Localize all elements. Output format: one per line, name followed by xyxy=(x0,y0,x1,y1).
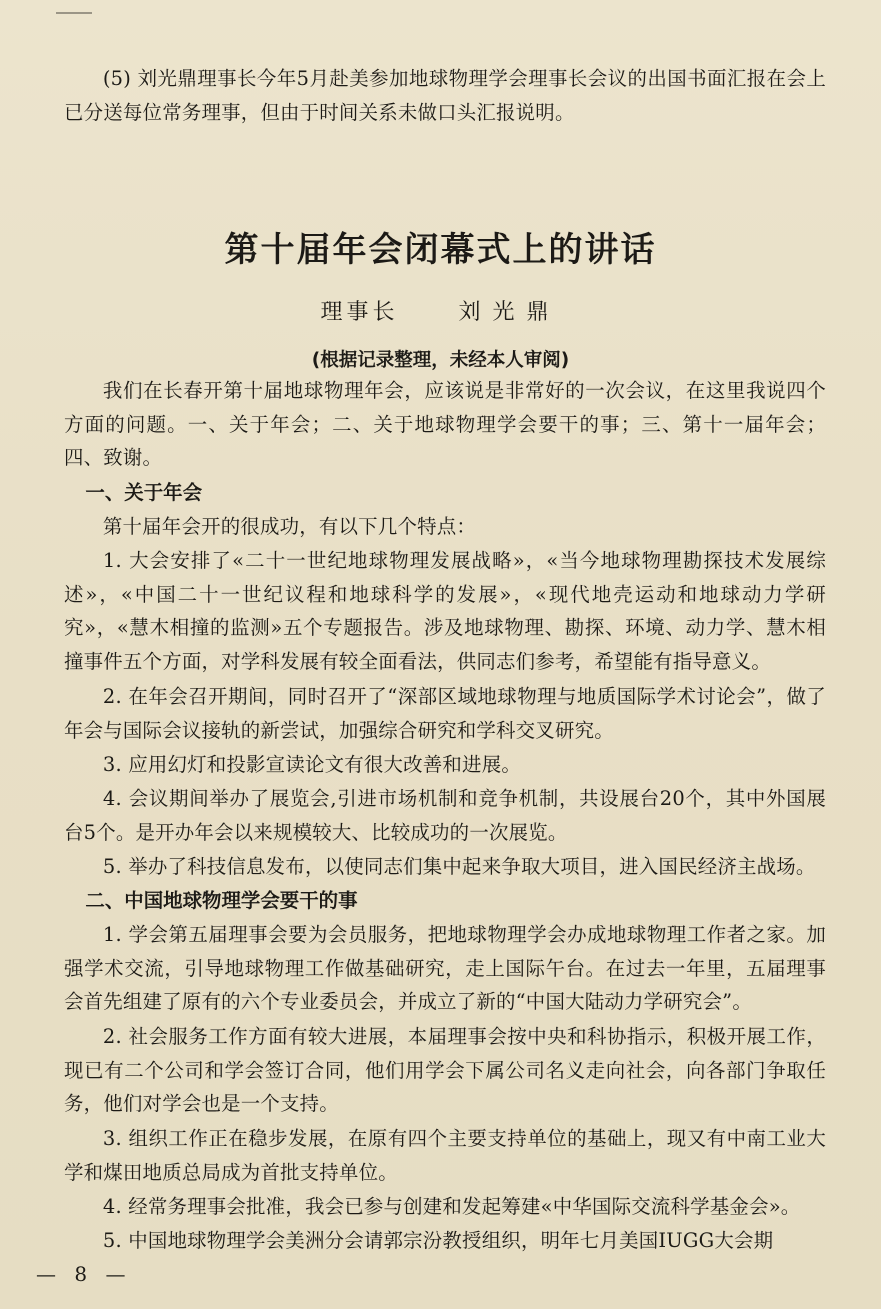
section-heading-annual-meeting: 一、关于年会 xyxy=(85,480,203,504)
section2-item-2: 2. 社会服务工作方面有较大进展，本届理事会按中央和科协指示，积极开展工作，现已有二个公司和学会签订合同，他们用学会下属公司名义走向社会，向各部门争取任务，他们对学会也是一个支持。 xyxy=(64,1024,826,1116)
section1-item-3: 3. 应用幻灯和投影宣读论文有很大改善和进展。 xyxy=(102,752,521,776)
section2-item-1: 1. 学会第五届理事会要为会员服务，把地球物理学会办成地球物理工作者之家。加强学术交流，引导地球物理工作做基础研究，走上国际午台。在过去一年里，五届理事会首先组建了原有的六个专业委员会，并成立了新的“中国大陆动力学研究会”。 xyxy=(64,922,826,1014)
article-title: 第十届年会闭幕式上的讲话 xyxy=(224,229,657,270)
author-role: 理事长 xyxy=(320,299,399,325)
section2-item-4: 4. 经常务理事会批准，我会已参与创建和发起筹建«中华国际交流科学基金会»。 xyxy=(102,1194,801,1218)
article-byline xyxy=(0,295,881,326)
intro-paragraph: (5) 刘光鼎理事长今年5月赴美参加地球物理学会理事长会议的出国书面汇报在会上已分送每位常务理事，但由于时间关系未做口头汇报说明。 xyxy=(64,67,826,124)
section1-item-1: 1. 大会安排了«二十一世纪地球物理发展战略»，«当今地球物理勘探技术发展综述»，«中国二十一世纪议程和地球科学的发展»，«现代地壳运动和地球动力学研究»，«慧木相撞的监测»五个专题报告。涉及地球物理、勘探、环境、动力学、慧木相撞事件五个方面，对学科发展有较全面看法，供同志们参考，希望能有指导意义。 xyxy=(64,548,826,674)
section1-item-2: 2. 在年会召开期间，同时召开了“深部区域地球物理与地质国际学术讨论会”，做了年会与国际会议接轨的新尝试，加强综合研究和学科交叉研究。 xyxy=(64,684,826,742)
section1-item-4: 4. 会议期间举办了展览会,引进市场机制和竞争机制，共设展台20个，其中外国展台5个。是开办年会以来规模较大、比较成功的一次展览。 xyxy=(64,786,826,844)
author-name: 刘光鼎 xyxy=(458,299,561,325)
section1-item-5: 5. 举办了科技信息发布，以使同志们集中起来争取大项目，进入国民经济主战场。 xyxy=(102,854,816,878)
opening-paragraph: 我们在长春开第十届地球物理年会，应该说是非常好的一次会议，在这里我说四个方面的问题。一、关于年会；二、关于地球物理学会要干的事；三、第十一届年会；四、致谢。 xyxy=(64,378,826,470)
section1-lead: 第十届年会开的很成功，有以下几个特点： xyxy=(102,514,477,538)
page-top-mark xyxy=(56,0,92,14)
section-heading-society-tasks: 二、中国地球物理学会要干的事 xyxy=(85,888,358,912)
page-number: — 8 — xyxy=(36,1262,132,1286)
section2-item-3: 3. 组织工作正在稳步发展，在原有四个主要支持单位的基础上，现又有中南工业大学和煤田地质总局成为首批支持单位。 xyxy=(64,1126,826,1184)
editorial-note: (根据记录整理，未经本人审阅) xyxy=(311,349,570,371)
section2-item-5: 5. 中国地球物理学会美洲分会请郭宗汾教授组织，明年七月美国IUGG大会期 xyxy=(102,1228,774,1252)
